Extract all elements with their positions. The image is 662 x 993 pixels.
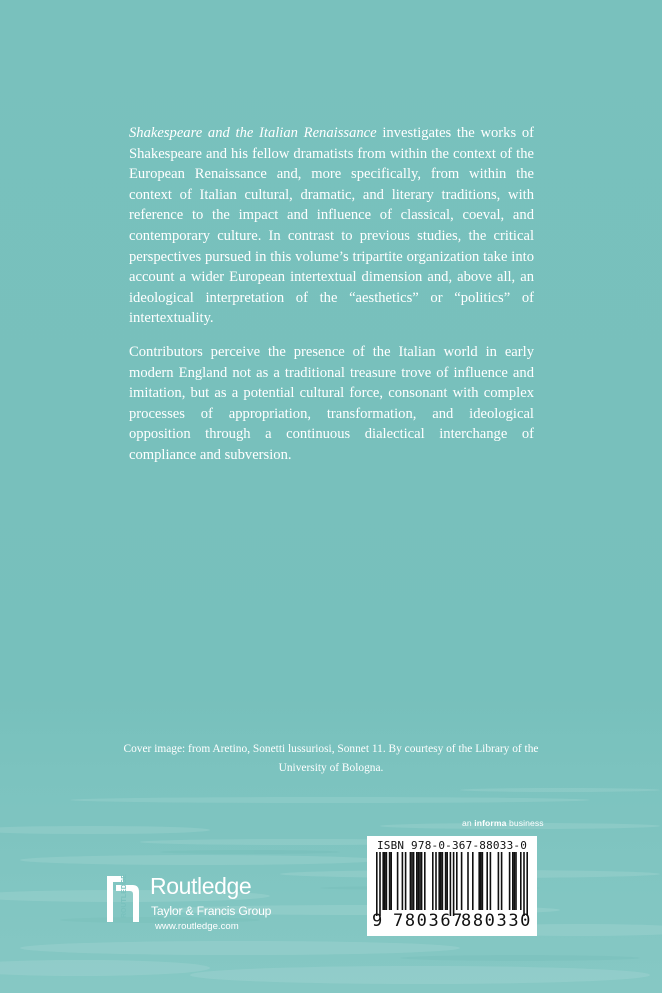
barcode-bar: [490, 852, 492, 910]
barcode-bar: [478, 852, 480, 910]
barcode-bar: [405, 852, 407, 910]
barcode-bar: [421, 852, 423, 910]
barcode-digit-first: 9: [372, 911, 383, 931]
book-title: Shakespeare and the Italian Renaissance: [129, 125, 377, 141]
barcode-bar: [514, 852, 516, 910]
informa-tagline: an informa business: [462, 818, 544, 828]
barcode-bar: [382, 852, 384, 910]
barcode-bar: [453, 852, 455, 916]
credit-line-2: University of Bologna.: [278, 762, 384, 774]
barcode-bar: [472, 852, 474, 910]
barcode-bar: [512, 852, 514, 910]
publisher-name: Routledge: [150, 873, 252, 899]
informa-brand: informa: [474, 818, 507, 828]
isbn-barcode: [367, 836, 537, 936]
barcode-bar: [523, 852, 525, 916]
barcode-bar: [446, 852, 448, 910]
blurb-paragraph-1-text: investigates the works of Shakespeare and his fellow dramatists from within the context of the European Renaissance and, more specifically, from within the context of Italian cultural, dramatic, and literary traditions, with reference to the impact and influence of classical, coeval, and contemporary culture. In contrast to previous studies, the critical perspectives pursued in this volume’s tripartite organization take into account a wider European intertextual dimension and, above all, an ideological interpretation of the “aesthetics” or “politics” of intertextuality.: [129, 125, 535, 327]
isbn-label: ISBN 978-0-367-88033-0: [376, 839, 528, 852]
barcode-bar: [432, 852, 434, 910]
barcode-bar: [442, 852, 444, 910]
routledge-mark-text: ROUTLEDGE: [121, 874, 128, 918]
barcode-bar: [386, 852, 388, 910]
barcode-bar: [424, 852, 426, 910]
barcode-bar: [450, 852, 452, 916]
barcode-bar: [445, 852, 447, 910]
barcode-bar: [416, 852, 418, 910]
publisher-url: www.routledge.com: [155, 921, 239, 932]
barcode-bar: [411, 852, 413, 910]
barcode-bar: [376, 852, 378, 916]
barcode-digits-right: 880330: [461, 911, 533, 931]
barcode-bar: [486, 852, 488, 910]
publisher-group: Taylor & Francis Group: [151, 904, 272, 918]
barcode-bar: [520, 852, 522, 910]
barcode-bar: [480, 852, 482, 910]
barcode-digits-left: 780367: [393, 911, 465, 931]
routledge-mark-icon: [103, 874, 143, 924]
barcode-bar: [526, 852, 528, 916]
barcode-bar: [498, 852, 500, 910]
barcode-bar: [456, 852, 458, 910]
barcode-bar: [410, 852, 412, 910]
barcode-bar: [482, 852, 484, 910]
blurb: [129, 123, 534, 479]
barcode-bar: [461, 852, 463, 910]
barcode-bar: [397, 852, 399, 910]
barcode-bar: [438, 852, 440, 910]
barcode-bar: [419, 852, 421, 910]
barcode-bar: [390, 852, 392, 910]
barcode-bar: [440, 852, 442, 910]
barcode-bar: [515, 852, 517, 910]
barcode-bar: [389, 852, 391, 910]
blurb-paragraph-2: Contributors perceive the presence of the Italian world in early modern England not as a traditional treasure trove of influence and imitation, but as a potential cultural force, consonant with complex processes of appropriation, transformation, and ideological opposition through a continuous dialectical interchange of compliance and subversion.: [129, 343, 534, 463]
cover-image-credit: [118, 740, 544, 778]
barcode-bar: [413, 852, 415, 910]
barcode-bar: [509, 852, 511, 910]
barcode-bar: [402, 852, 404, 910]
blurb-paragraph-1: [129, 123, 534, 329]
barcode-bar: [467, 852, 469, 910]
barcode-bar: [435, 852, 437, 910]
routledge-logo: [103, 870, 303, 940]
barcode-bar: [384, 852, 386, 910]
barcode-bar: [501, 852, 503, 910]
barcode-bar: [418, 852, 420, 910]
credit-line-1: Cover image: from Aretino, Sonetti lussuriosi, Sonnet 11. By courtesy of the Library of the: [123, 743, 539, 755]
barcode-bar: [379, 852, 381, 916]
